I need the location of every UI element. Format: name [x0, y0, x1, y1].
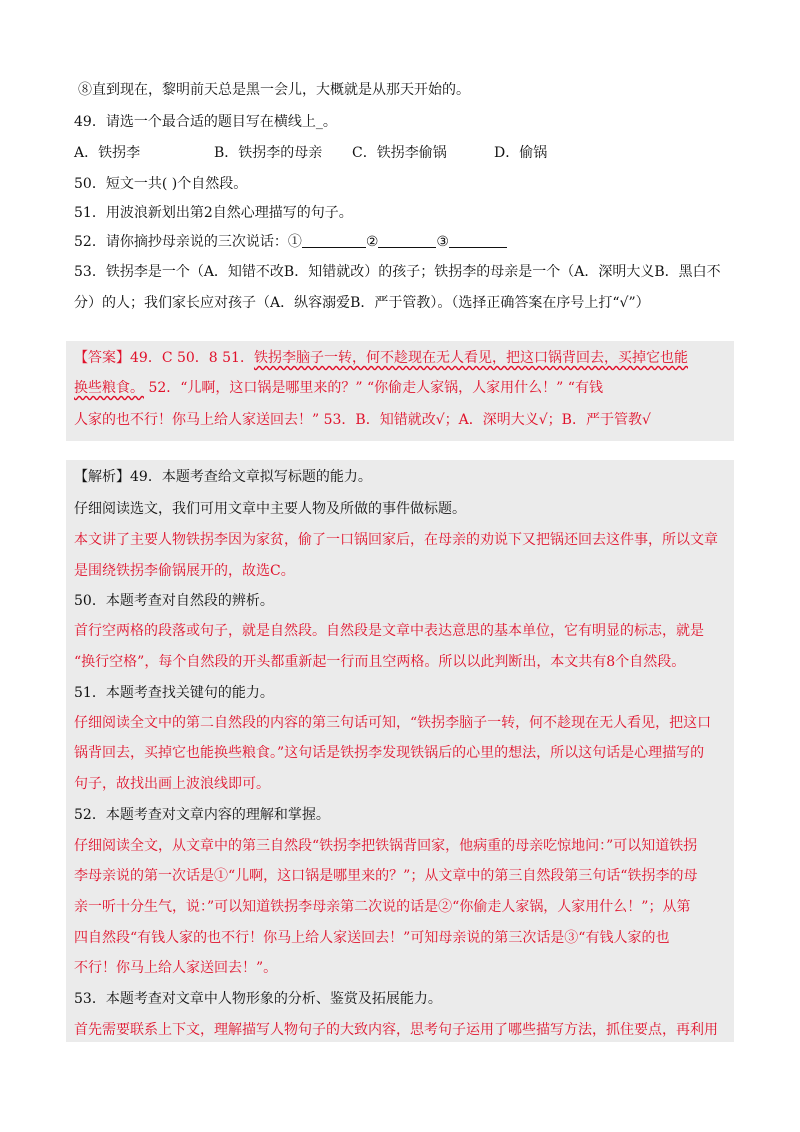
- analysis-line: 仔细阅读全文，从文章中的第三自然段“铁拐李把铁锅背回家，他病重的母亲吃惊地问：”可以知道铁拐: [74, 838, 698, 854]
- analysis-line: 【解析】49．本题考查给文章拟写标题的能力。: [74, 469, 372, 485]
- blank-mark-2: ②: [365, 234, 379, 250]
- analysis-line: 首行空两格的段落或句子，就是自然段。自然段是文章中表达意思的基本单位，它有明显的标志，就是: [74, 623, 704, 639]
- analysis-line: 仔细阅读全文中的第二自然段的内容的第三句话可知，“铁拐李脑子一转，何不趁现在无人看见，把这口: [74, 715, 712, 731]
- analysis-line: 句子，故找出画上波浪线即可。: [74, 776, 270, 792]
- analysis-line: 52．本题考查对文章内容的理解和掌握。: [74, 807, 330, 823]
- analysis-line: 50．本题考查对自然段的辨析。: [74, 593, 274, 609]
- analysis-line: 仔细阅读选文，我们可用文章中主要人物及所做的事件做标题。: [74, 501, 466, 517]
- analysis-line: 李母亲说的第一次话是①“儿啊，这口锅是哪里来的？”；从文章中的第三自然段第三句话“铁拐李的母: [74, 868, 698, 884]
- analysis-line: 不行！你马上给人家送回去！”。: [74, 960, 278, 976]
- answer-key-prefix: 【答案】49．C 50．8 51．: [74, 350, 254, 366]
- analysis-line: 亲一听十分生气，说：”可以知道铁拐李母亲第二次说的话是②“你偷走人家锅，人家用什么！”；从第: [74, 899, 691, 915]
- answer-line-1: [74, 348, 688, 368]
- option-b: B．铁拐李的母亲: [214, 145, 323, 161]
- question-53-line1: 53．铁拐李是一个（A．知错不改B．知错就改）的孩子；铁拐李的母亲是一个（A．深明大义B．黑白不: [74, 264, 721, 280]
- answer-line-3: 人家的也不行！你马上给人家送回去！” 53．B．知错就改√；A．深明大义√；B．严于管教√: [74, 412, 651, 428]
- option-d: D．偷锅: [494, 145, 548, 161]
- analysis-line: 首先需要联系上下文，理解描写人物句子的大致内容，思考句子运用了哪些描写方法，抓住要点，再利用: [74, 1022, 718, 1038]
- answer-51-wavy-2: 换些粮食。: [74, 380, 144, 396]
- analysis-line: 51．本题考查找关键句的能力。: [74, 685, 274, 701]
- answer-blank-1[interactable]: [302, 233, 366, 248]
- answer-blank-3[interactable]: [449, 233, 507, 248]
- answer-52-quotes: 52．“儿啊，这口锅是哪里来的？” “你偷走人家锅，人家用什么！” “有钱: [144, 380, 603, 396]
- question-52: [74, 232, 507, 252]
- analysis-line: 锅背回去，买掉它也能换些粮食。”这句话是铁拐李发现铁锅后的心里的想法，所以这句话是心理描写的: [74, 745, 705, 761]
- question-48-tail: ⑧直到现在，黎明前天总是黑一会儿，大概就是从那天开始的。: [78, 82, 470, 98]
- question-53-line2: 分）的人；我们家长应对孩子（A．纵容溺爱B．严于管教）。（选择正确答案在序号上打“√”）: [74, 295, 650, 311]
- question-49: 49．请选一个最合适的题目写在横线上_。: [74, 114, 337, 130]
- question-52-prompt: 52．请你摘抄母亲说的三次说话：①: [74, 234, 302, 250]
- question-51: 51．用波浪新划出第2自然心理描写的句子。: [74, 205, 353, 221]
- answer-51-wavy-1: 铁拐李脑子一转，何不趁现在无人看见，把这口锅背回去，买掉它也能: [253, 350, 688, 366]
- answer-line-2: [74, 378, 603, 398]
- analysis-line: 是围绕铁拐李偷锅展开的，故选C。: [74, 563, 295, 579]
- analysis-line: 53．本题考查对文章中人物形象的分析、鉴赏及拓展能力。: [74, 991, 442, 1007]
- question-50: 50．短文一共( )个自然段。: [74, 176, 248, 192]
- analysis-line: “换行空格”，每个自然段的开头都重新起一行而且空两格。所以以此判断出，本文共有8个自然段。: [74, 654, 686, 670]
- question-49-options: [74, 143, 547, 163]
- analysis-line: 本文讲了主要人物铁拐李因为家贫，偷了一口锅回家后，在母亲的劝说下又把锅还回去这件事，所以文章: [74, 532, 718, 548]
- blank-mark-3: ③: [436, 234, 449, 250]
- option-c: C．铁拐李偷锅: [352, 145, 447, 161]
- option-a: A．铁拐李: [74, 145, 141, 161]
- answer-blank-2[interactable]: [378, 233, 436, 248]
- analysis-line: 四自然段“有钱人家的也不行！你马上给人家送回去！”可知母亲说的第三次话是③“有钱人家的也: [74, 930, 670, 946]
